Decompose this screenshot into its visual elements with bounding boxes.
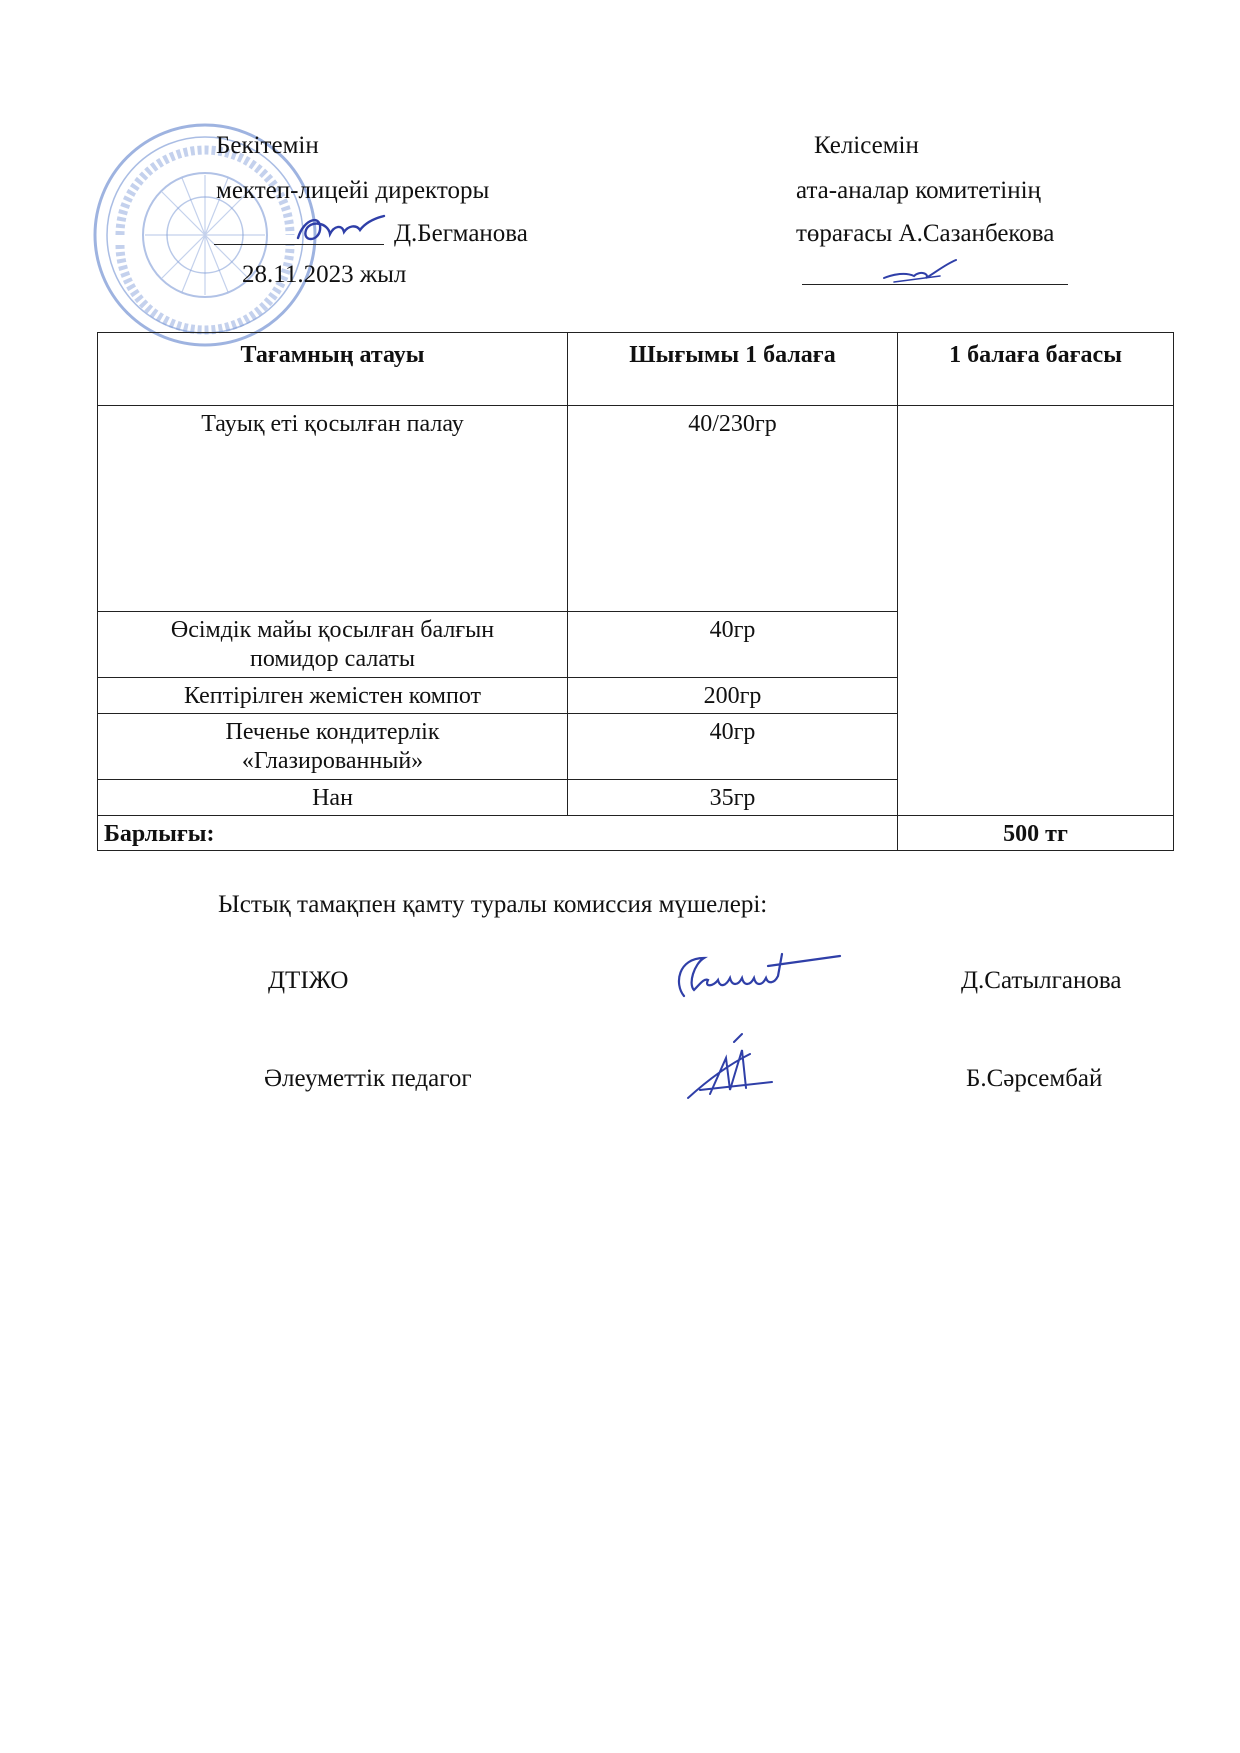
member-role: ДТІЖО — [268, 967, 349, 994]
member-signature — [664, 944, 844, 1004]
member-name: Д.Сатылганова — [961, 967, 1122, 994]
dish-name: Тауық еті қосылған палау — [98, 406, 568, 612]
total-label: Барлығы: — [98, 815, 898, 851]
header-price: 1 балаға бағасы — [898, 333, 1174, 406]
dish-name: Нан — [98, 779, 568, 815]
agree-position-line1: ата-аналар комитетінің — [796, 177, 1041, 204]
total-price: 500 тг — [898, 815, 1174, 851]
dish-portion: 35гр — [568, 779, 898, 815]
table-header-row — [98, 333, 1174, 406]
dish-name: Печенье кондитерлік «Глазированный» — [98, 713, 568, 779]
total-row — [98, 815, 1174, 851]
dish-name: Кептірілген жемістен компот — [98, 678, 568, 714]
director-name: Д.Бегманова — [394, 220, 528, 247]
menu-table — [97, 332, 1174, 851]
committee-signature-line — [802, 284, 1068, 285]
header-portion: Шығымы 1 балаға — [568, 333, 898, 406]
approve-date: 28.11.2023 жыл — [242, 261, 407, 288]
approve-position: мектеп-лицейі директоры — [216, 177, 490, 204]
dish-portion: 40гр — [568, 713, 898, 779]
dish-portion: 200гр — [568, 678, 898, 714]
agree-title: Келісемін — [814, 132, 919, 159]
dish-portion: 40гр — [568, 612, 898, 678]
member-signature — [680, 1028, 780, 1108]
dish-portion: 40/230гр — [568, 406, 898, 612]
dish-name: Өсімдік майы қосылған балғын помидор салаты — [98, 612, 568, 678]
member-role: Әлеуметтік педагог — [264, 1065, 472, 1092]
price-cell — [898, 406, 1174, 816]
member-name: Б.Сәрсембай — [966, 1065, 1103, 1092]
approve-title: Бекітемін — [216, 132, 319, 159]
header-dish-name: Тағамның атауы — [98, 333, 568, 406]
commission-title: Ыстық тамақпен қамту туралы комиссия мүшелері: — [218, 891, 768, 918]
director-signature — [290, 208, 390, 250]
committee-chair-signature — [880, 256, 960, 286]
agree-position-line2: төрағасы А.Сазанбекова — [796, 220, 1055, 247]
table-row — [98, 406, 1174, 612]
